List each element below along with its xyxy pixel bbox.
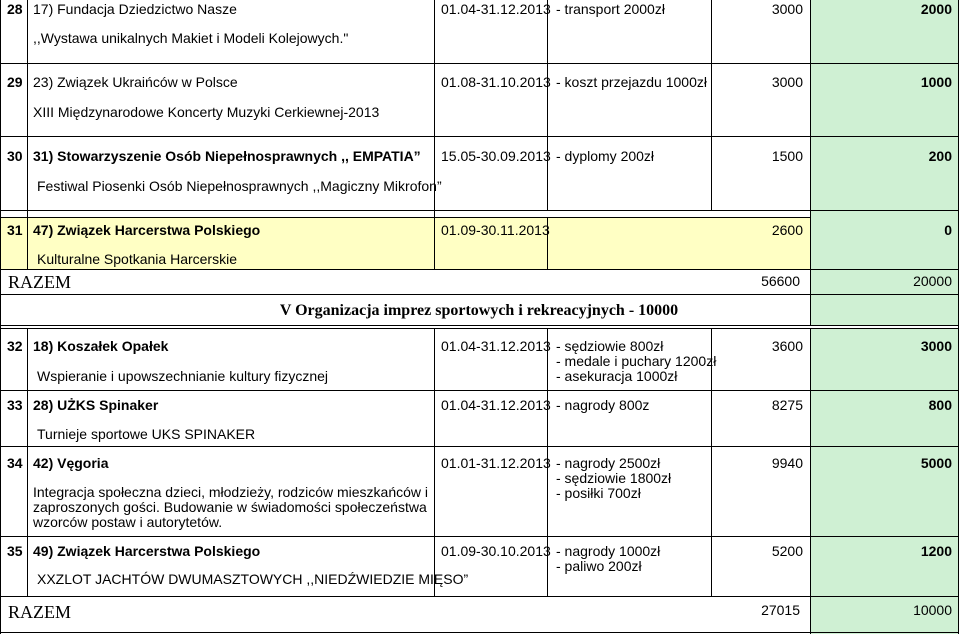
requested-amount: 1500 [771,148,803,164]
organization-name: 42) Vęgoria [33,455,109,471]
table-rule [0,294,958,295]
date-range: 01.04-31.12.2013 [441,397,551,413]
table-rule [0,446,958,447]
row-number: 30 [7,148,23,164]
requested-amount: 2600 [771,222,803,238]
organization-name: 23) Związek Ukraińców w Polsce [33,74,238,90]
table-rule [434,328,435,596]
cost-item: - nagrody 1000zł [556,543,661,559]
table-rule [0,328,958,329]
table-rule [0,269,958,270]
granted-amount: 5000 [920,455,952,471]
organization-name: 49) Związek Harcerstwa Polskiego [33,543,261,559]
requested-amount: 3000 [771,74,803,90]
table-rule [810,0,811,325]
cost-item: - medale i puchary 1200zł [556,353,717,369]
table-rule [711,0,712,210]
requested-amount: 3000 [771,1,803,17]
cost-item: - sędziowie 800zł [556,338,664,354]
sum-requested: 27015 [761,602,800,618]
date-range: 01.08-31.10.2013 [441,74,551,90]
row-number: 35 [7,543,23,559]
organization-name: 17) Fundacja Dziedzictwo Nasze [33,1,237,17]
date-range: 15.05-30.09.2013 [441,148,551,164]
row-number: 32 [7,338,23,354]
granted-amount: 1200 [920,543,952,559]
table-rule [0,390,958,391]
table-rule [27,0,28,269]
cost-item: - asekuracja 1000zł [556,368,678,384]
table-rule [0,632,958,633]
task-description: Wspieranie i upowszechnianie kultury fizycznej [37,368,329,384]
organization-name: 47) Związek Harcerstwa Polskiego [33,222,261,238]
cost-item: - transport 2000zł [556,1,665,17]
granted-amount: 0 [944,222,952,238]
table-rule [0,210,958,211]
table-rule [434,0,435,269]
cost-item: - nagrody 2500zł [556,455,661,471]
granted-column-fill-bottom [810,328,958,634]
section-title: V Organizacja imprez sportowych i rekreacyjnych - 10000 [279,302,679,319]
row-number: 31 [7,222,23,238]
cost-item: - paliwo 200zł [556,558,642,574]
table-rule [810,328,811,634]
date-range: 01.09-30.11.2013 [441,222,550,238]
task-description: XXZLOT JACHTÓW DWUMASZTOWYCH ,,NIEDŹWIEDZIE MIĘSO” [37,571,469,587]
cost-item: - sędziowie 1800zł [556,470,672,486]
table-rule [0,136,958,137]
row-number: 33 [7,397,23,413]
organization-name: 28) UŻKS Spinaker [33,397,159,413]
requested-amount: 3600 [771,338,803,354]
requested-amount: 5200 [771,543,803,559]
cost-item: - dyplomy 200zł [556,148,655,164]
task-description: zaproszonych gości. Budowanie w świadomości społeczeństwa [33,499,427,515]
table-rule [958,0,959,634]
task-description: Festiwal Piosenki Osób Niepełnosprawnych ,,Magiczny Mikrofon” [37,178,442,194]
cost-item: - posiłki 700zł [556,485,641,501]
date-range: 01.01-31.12.2013 [441,455,551,471]
table-rule [27,328,28,596]
task-description: Kulturalne Spotkania Harcerskie [37,251,237,267]
date-range: 01.09-30.10.2013 [441,543,551,559]
granted-amount: 200 [928,148,952,164]
row-number: 29 [7,74,23,90]
task-description: XIII Międzynarodowe Koncerty Muzyki Cerkiewnej-2013 [33,104,380,120]
granted-amount: 3000 [920,338,952,354]
table-rule [0,596,958,597]
task-description: Turnieje sportowe UKS SPINAKER [37,426,256,442]
sum-granted: 10000 [913,602,952,618]
table-rule [0,63,958,64]
granted-amount: 2000 [920,1,952,17]
organization-name: 18) Koszałek Opałek [33,338,169,354]
organization-name: 31) Stowarzyszenie Osób Niepełnosprawnych ,, EMPATIA” [33,148,421,164]
date-range: 01.04-31.12.2013 [441,338,551,354]
granted-amount: 1000 [920,74,952,90]
requested-amount: 9940 [771,455,803,471]
task-description: ,,Wystawa unikalnych Makiet i Modeli Kolejowych." [33,30,349,46]
sum-label: RAZEM [8,602,71,622]
date-range: 01.04-31.12.2013 [441,1,551,17]
granted-amount: 800 [928,397,952,413]
row-number: 28 [7,1,23,17]
table-rule [0,217,810,218]
table-rule [547,0,548,210]
task-description: wzorców postaw i autorytetów. [33,514,223,530]
requested-amount: 8275 [771,397,803,413]
sum-requested: 56600 [761,273,800,289]
cost-item: - nagrody 800z [556,397,650,413]
sum-label: RAZEM [8,272,71,292]
cost-item: - koszt przejazdu 1000zł [556,74,707,90]
sum-granted: 20000 [913,273,952,289]
table-rule [0,325,958,326]
task-description: Integracja społeczna dzieci, młodzieży, rodziców mieszkańców i [33,484,429,500]
row-number: 34 [7,455,23,471]
table-rule [0,536,958,537]
